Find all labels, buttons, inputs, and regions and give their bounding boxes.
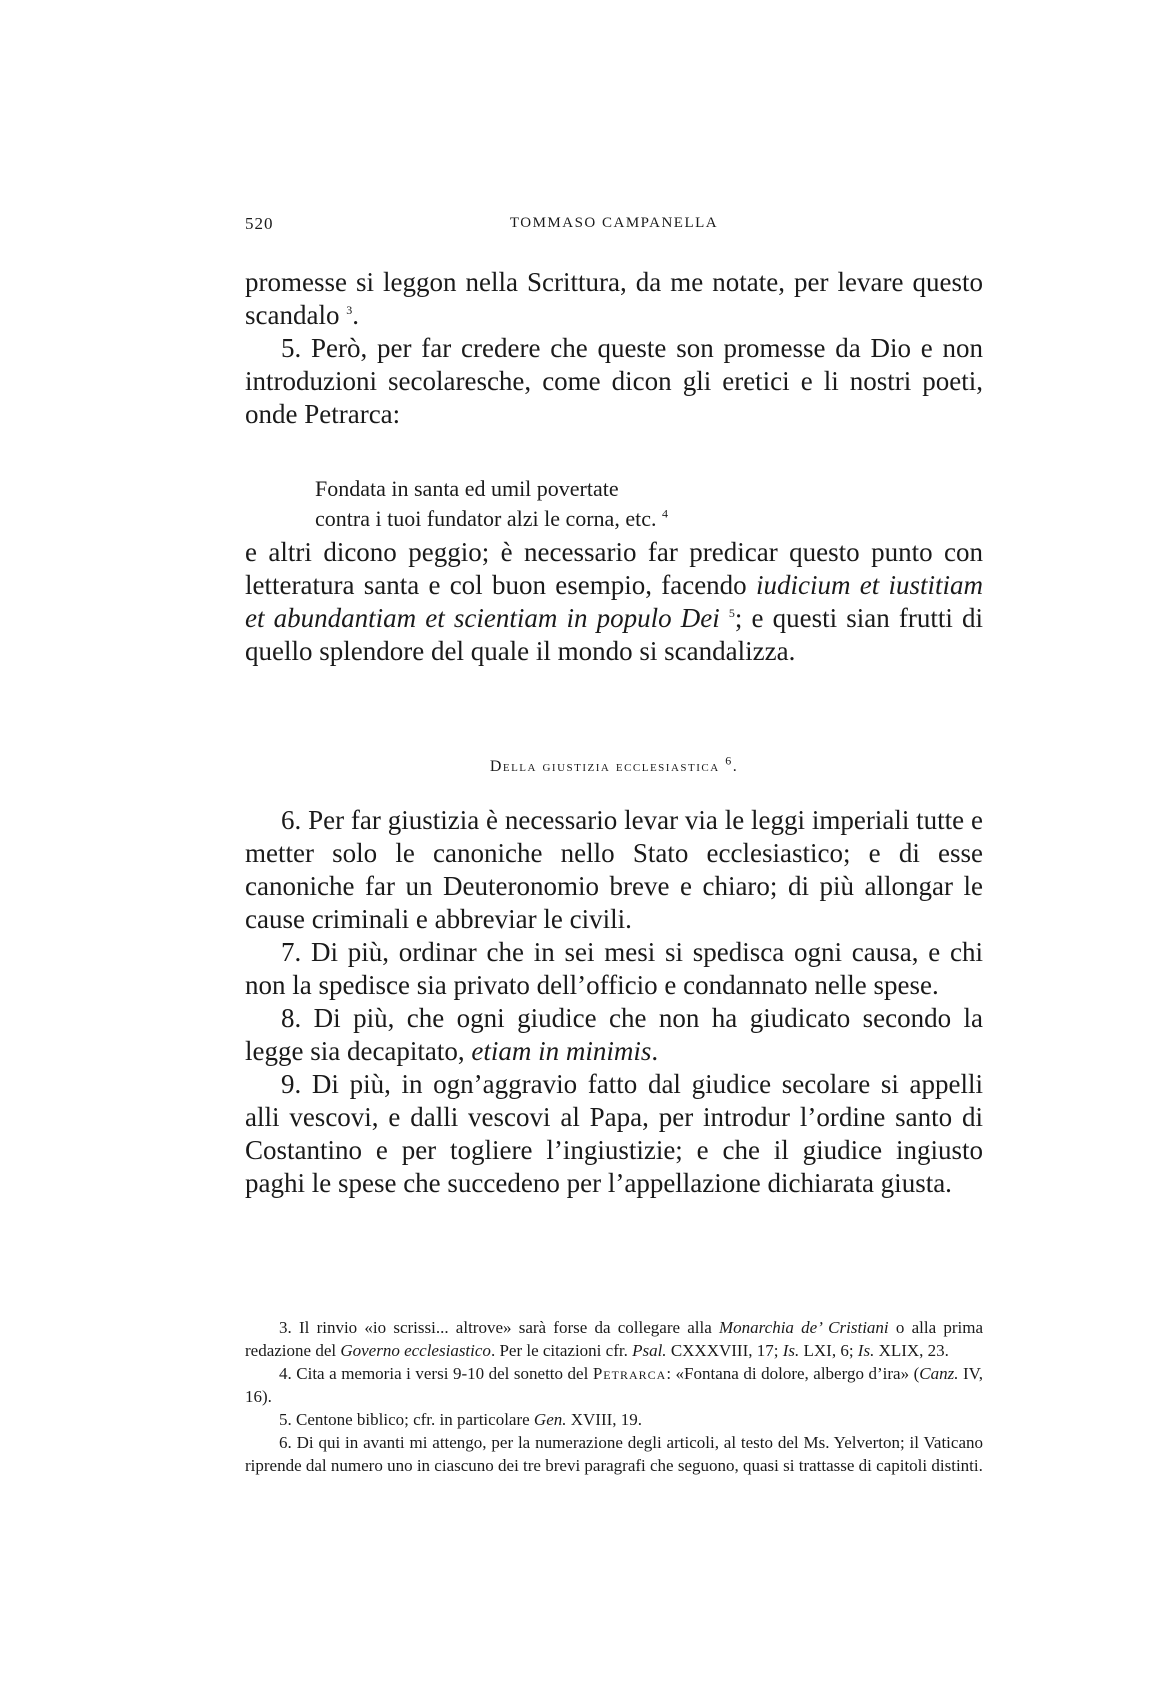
- footnote-ref-5: 5: [728, 606, 735, 620]
- paragraph-9: 9. Di più, in ogn’aggravio fatto dal giudice secolare si appelli alli vescovi, e dalli vescovi al Papa, per introdur l’ordine santo di Costantino e per togliere l’ingiustizie; e che il giudice ingiusto paghi le spese che succedeno per l’appellazione dichiarata giusta.: [245, 1069, 983, 1198]
- footnote-ref-6: 6: [725, 753, 733, 768]
- paragraph-continuation-2: [245, 536, 983, 668]
- page-number: 520: [245, 214, 274, 233]
- footnotes: [245, 1316, 983, 1477]
- text-block-middle: [245, 536, 983, 668]
- running-head: [245, 214, 983, 238]
- verse-quote: [315, 474, 668, 534]
- footnote-ref-4: 4: [661, 506, 668, 521]
- paragraph-text: 8. Di più, che ogni giudice che non ha giudicato secondo la legge sia decapitato,: [245, 1003, 983, 1066]
- paragraph-text: e altri dicono peggio; è necessario far predicar questo punto con letteratura santa e col buon esempio, facendo: [245, 537, 983, 600]
- footnote-6: 6. Di qui in avanti mi attengo, per la numerazione degli articoli, al testo del Ms. Yelverton; il Vaticano riprende dal numero uno in ciascuno dei tre brevi paragrafi che seguono, quasi si trattasse di capitoli distinti.: [245, 1433, 983, 1475]
- verse-line-text: contra i tuoi fundator alzi le corna, etc.: [315, 506, 657, 531]
- paragraph-end: ; e questi sian frutti di quello splendore del quale il mondo si scandalizza.: [245, 603, 983, 666]
- latin-quote: iudicium et iustitiam et abundantiam et scientiam in populo Dei: [245, 570, 983, 633]
- text-block-top: [245, 266, 983, 431]
- paragraph-7: 7. Di più, ordinar che in sei mesi si spedisca ogni causa, e chi non la spedisce sia privato dell’officio e condannato nelle spese.: [245, 937, 983, 1000]
- section-heading: [245, 753, 983, 776]
- verse-line: Fondata in santa ed umil povertate: [315, 476, 619, 501]
- footnote-5: 5. Centone biblico; cfr. in particolare Gen. XVIII, 19.: [279, 1410, 643, 1429]
- verse-line: [315, 504, 668, 534]
- text-block-bottom: [245, 804, 983, 1200]
- paragraph-6: 6. Per far giustizia è necessario levar via le leggi imperiali tutte e metter solo le canoniche nello Stato ecclesiastico; e di esse canoniche far un Deuteronomio breve e chiaro; di più allongar le cause criminali e abbreviar le civili.: [245, 805, 983, 934]
- paragraph-text: promesse si leggon nella Scrittura, da me notate, per levare questo scandalo: [245, 267, 983, 330]
- paragraph-end: .: [651, 1036, 659, 1066]
- paragraph-8: [245, 1002, 983, 1068]
- footnote-ref-3: 3: [346, 303, 353, 317]
- footnote-3: 3. Il rinvio «io scrissi... altrove» sarà forse da collegare alla Monarchia de’ Cristiani o alla prima redazione del Governo ecclesiastico. Per le citazioni cfr. Psal. CXXXVIII, 17; Is. LXI, 6; Is. XLIX, 23.: [245, 1318, 983, 1360]
- latin-phrase: etiam in minimis: [471, 1036, 652, 1066]
- paragraph-5: 5. Però, per far credere che queste son promesse da Dio e non introduzioni secolaresche, come dicon gli eretici e li nostri poeti, onde Petrarca:: [245, 333, 983, 429]
- footnote-4: 4. Cita a memoria i versi 9-10 del sonetto del Petrarca: «Fontana di dolore, albergo d’ira» (Canz. IV, 16).: [245, 1364, 984, 1406]
- section-heading-text: Della giustizia ecclesiastica: [489, 758, 720, 775]
- paragraph-end: .: [352, 300, 359, 330]
- paragraph-continuation: [245, 266, 983, 332]
- running-title: TOMMASO CAMPANELLA: [509, 215, 719, 231]
- section-heading-end: .: [732, 758, 739, 775]
